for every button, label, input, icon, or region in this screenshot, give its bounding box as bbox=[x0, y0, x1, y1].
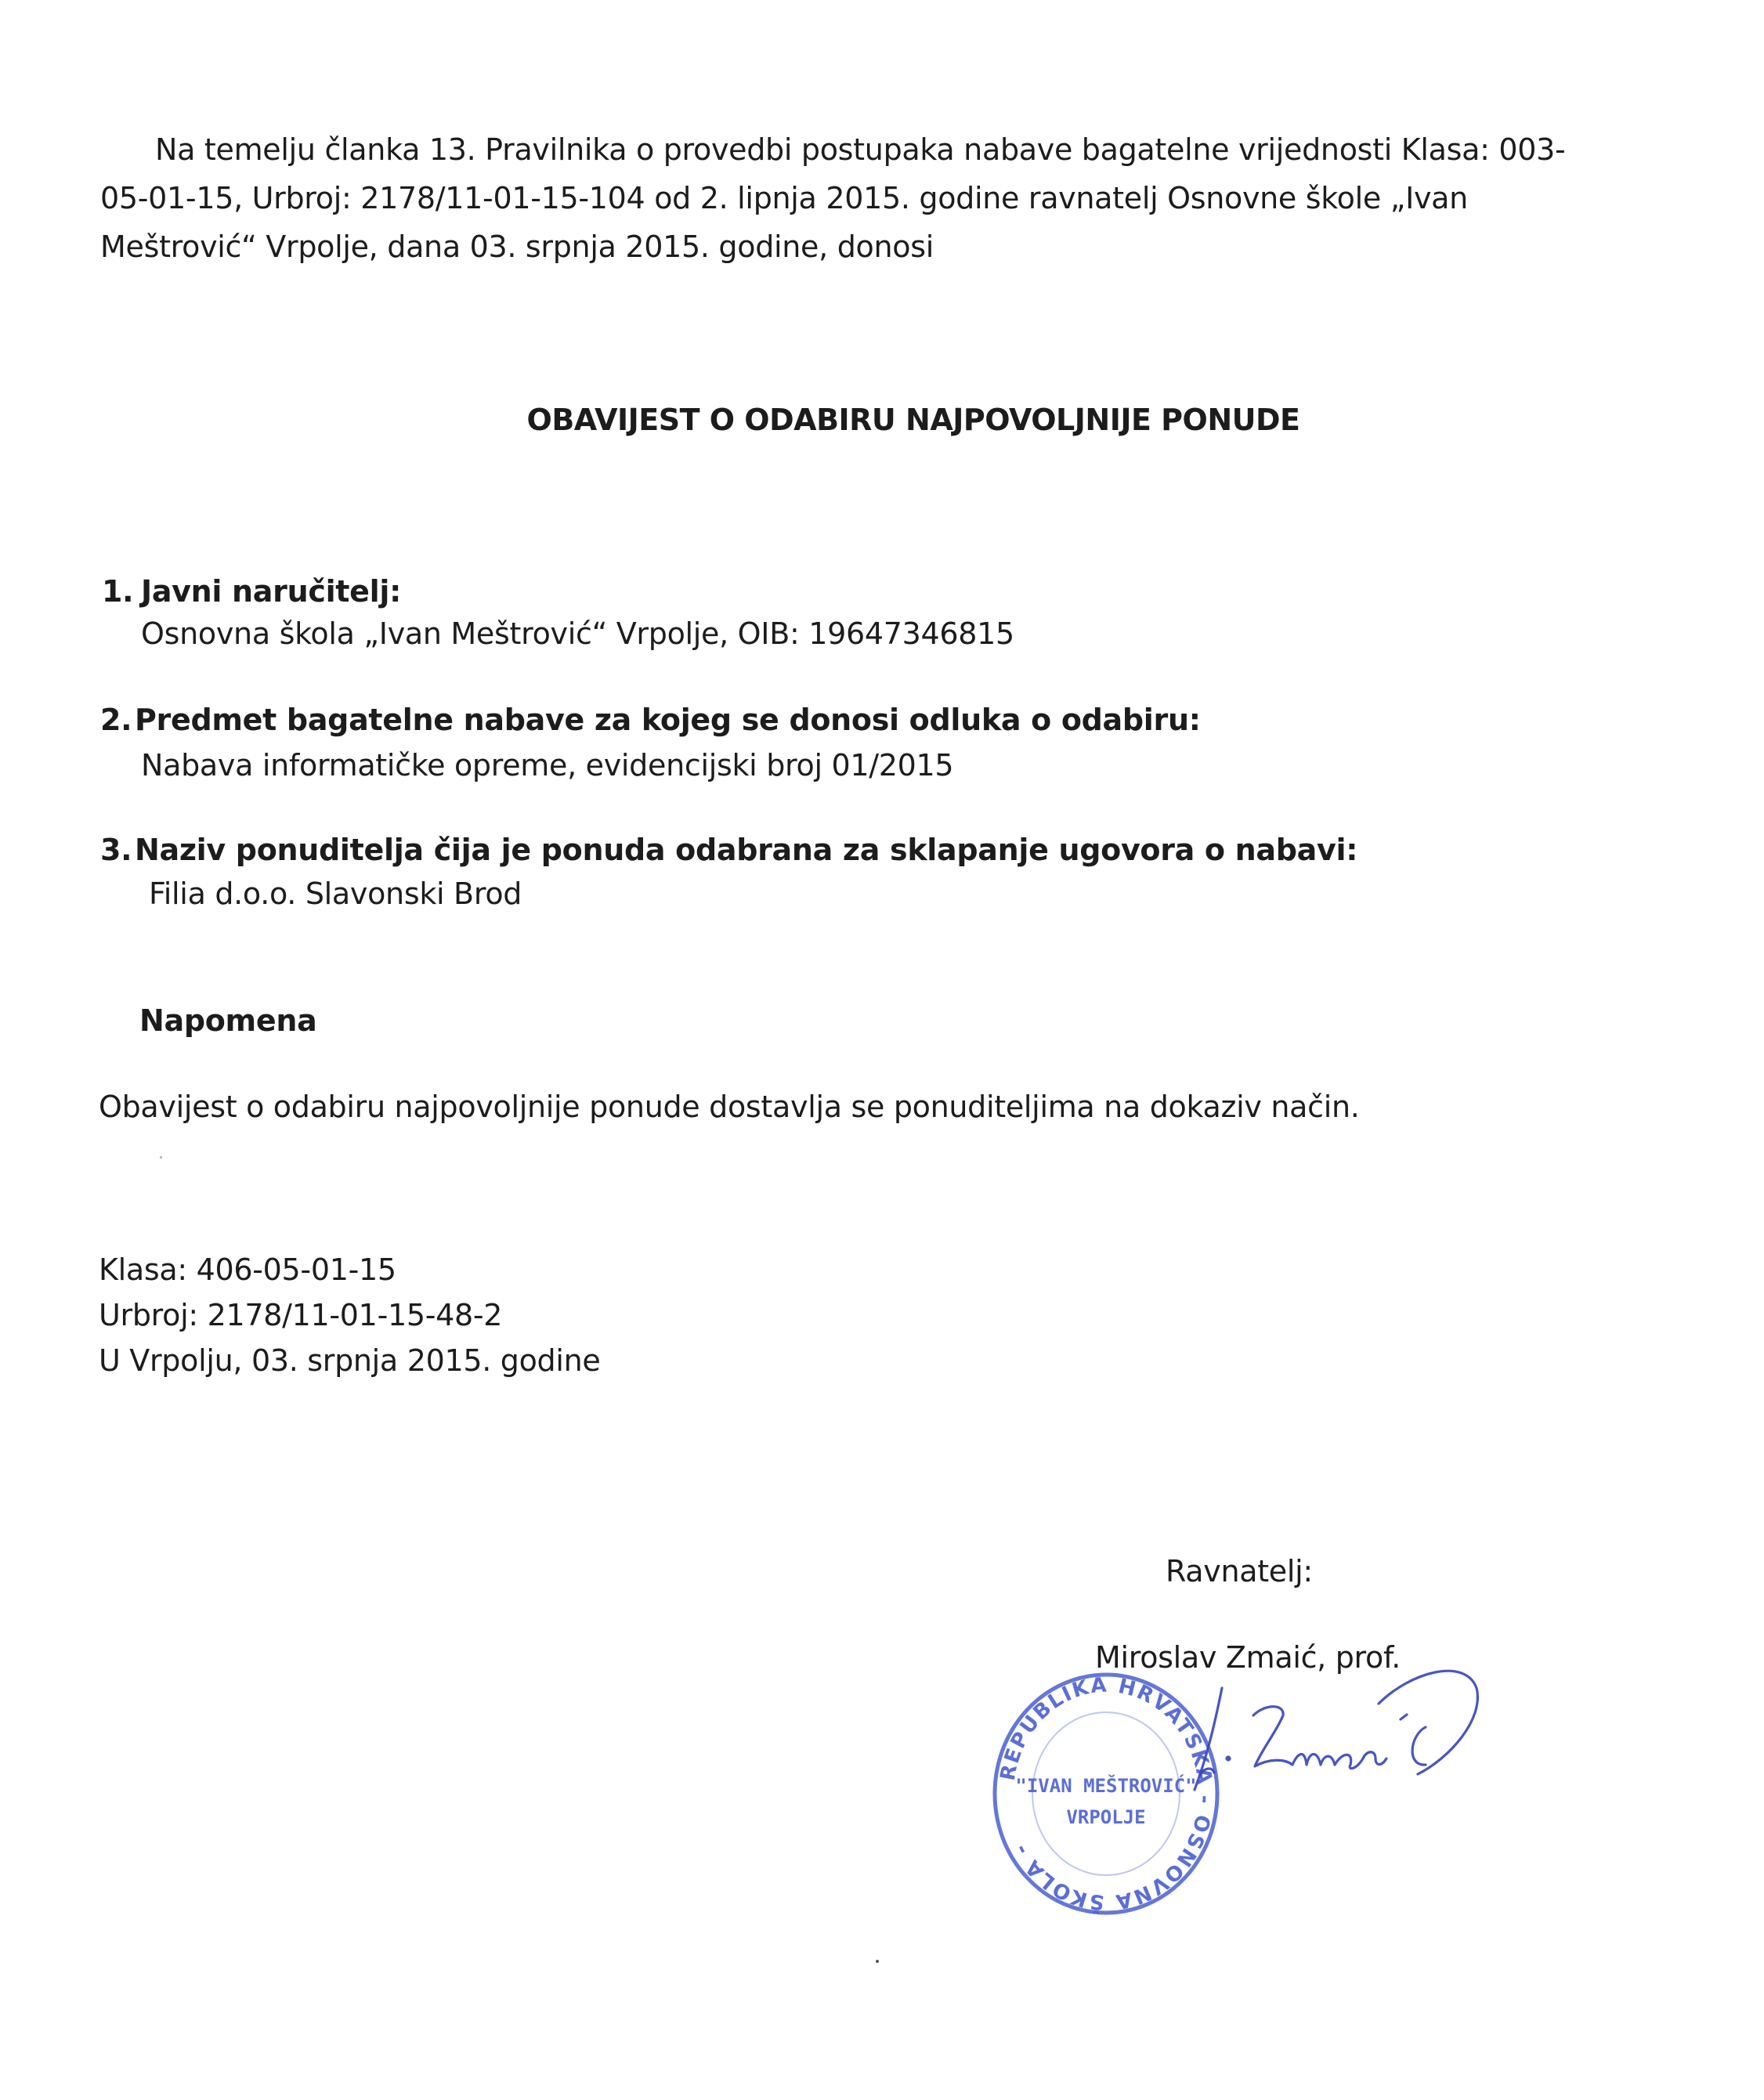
section-3-number: 3. bbox=[100, 833, 132, 867]
section-1-content: Osnovna škola „Ivan Meštrović“ Vrpolje, OIB: 19647346815 bbox=[141, 616, 1014, 651]
signatory-name: Miroslav Zmaić, prof. bbox=[1095, 1640, 1401, 1675]
section-2-heading: Predmet bagatelne nabave za kojeg se donosi odluka o odabiru: bbox=[135, 703, 1201, 737]
scan-speck bbox=[160, 1156, 162, 1158]
note-heading: Napomena bbox=[139, 1003, 317, 1038]
section-3-content: Filia d.o.o. Slavonski Brod bbox=[149, 877, 522, 911]
note-text: Obavijest o odabiru najpovoljnije ponude dostavlja se ponuditeljima na dokaziv način. bbox=[99, 1090, 1360, 1124]
document-title: OBAVIJEST O ODABIRU NAJPOVOLJNIJE PONUDE bbox=[526, 403, 1300, 437]
section-1-number: 1. bbox=[102, 574, 134, 609]
section-3-heading: Naziv ponuditelja čija je ponuda odabrana za sklapanje ugovora o nabavi: bbox=[135, 833, 1358, 867]
signatory-role: Ravnatelj: bbox=[1166, 1554, 1313, 1589]
section-1-heading: Javni naručitelj: bbox=[141, 574, 401, 609]
stamp-line-2: VRPOLJE bbox=[1066, 1806, 1146, 1828]
handwritten-signature bbox=[1191, 1641, 1488, 1821]
footer-place-date: U Vrpolju, 03. srpnja 2015. godine bbox=[99, 1343, 601, 1378]
stamp-line-1: "IVAN MEŠTROVIĆ" bbox=[1015, 1775, 1197, 1797]
intro-paragraph: Na temelju članka 13. Pravilnika o provedbi postupaka nabave bagatelne vrijednosti Klasa: 003-05-01-15, Urbroj: 2178/11-01-15-104 od 2. lipnja 2015. godine ravnatelj Osnovne škole „Ivan Meštrović“ Vrpolje, dana 03. srpnja 2015. godine, donosi bbox=[100, 132, 1566, 264]
section-2-number: 2. bbox=[100, 703, 132, 737]
footer-klasa: Klasa: 406-05-01-15 bbox=[99, 1252, 396, 1287]
footer-urbroj: Urbroj: 2178/11-01-15-48-2 bbox=[99, 1298, 503, 1332]
scan-speck bbox=[876, 1960, 879, 1963]
stamp-outer-text: REPUBLIKA HRVATSKA - OSNOVNA ŠKOLA - bbox=[996, 1673, 1217, 1914]
official-stamp bbox=[989, 1668, 1224, 1919]
section-2-content: Nabava informatičke opreme, evidencijski broj 01/2015 bbox=[141, 748, 954, 783]
